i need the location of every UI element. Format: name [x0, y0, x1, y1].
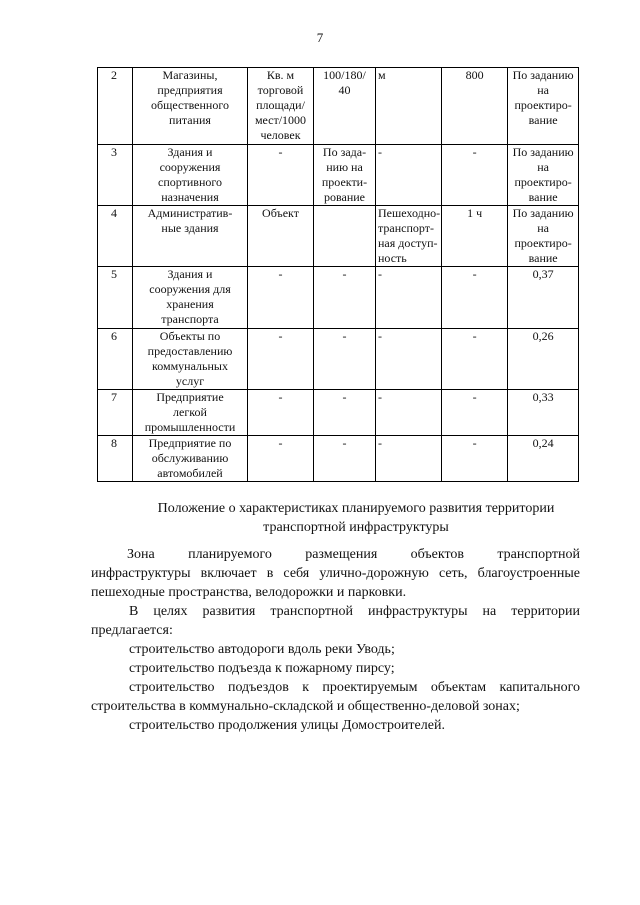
row-number-cell: 5 — [98, 267, 133, 329]
capacity-value-cell — [314, 390, 376, 436]
capacity-value-line: - — [342, 436, 347, 450]
list-item-1: строительство автодороги вдоль реки Уводь; — [129, 642, 395, 657]
capacity-value-cell — [314, 329, 376, 390]
unit-of-measure-line: торговой — [257, 83, 304, 97]
unit-of-measure-cell — [248, 390, 314, 436]
note-value-line: 0,26 — [532, 329, 554, 343]
table-row — [98, 436, 579, 482]
page-number: 7 — [316, 30, 324, 45]
accessibility-value-line: 1 ч — [467, 206, 483, 220]
accessibility-unit-line: - — [378, 390, 382, 404]
capacity-value-line: - — [342, 390, 347, 404]
list-item-3-line2: строительства в коммунально-складской и общественно-деловой зонах; — [91, 699, 520, 714]
object-name-line: услуг — [175, 374, 205, 388]
capacity-value-cell — [314, 267, 376, 329]
para2-line1: В целях развития транспортной инфраструктуры на территории — [129, 604, 580, 619]
note-value-cell — [508, 267, 579, 329]
object-name-cell — [133, 390, 248, 436]
row-number-cell: 8 — [98, 436, 133, 482]
table-row — [98, 390, 579, 436]
capacity-value-cell — [314, 145, 376, 206]
capacity-value-line: По зада- — [322, 145, 367, 159]
para2-line2: предлагается: — [91, 623, 173, 638]
note-value-cell — [508, 329, 579, 390]
note-value-line: проектиро- — [514, 98, 572, 112]
note-value-line: По заданию — [512, 206, 574, 220]
accessibility-unit-line: ная доступ- — [378, 236, 438, 250]
object-name-cell — [133, 267, 248, 329]
unit-of-measure-line: площади/ — [256, 98, 305, 112]
note-value-line: на — [537, 83, 549, 97]
note-value-line: проектиро- — [514, 175, 572, 189]
accessibility-unit-line: Пешеходно- — [378, 206, 441, 220]
unit-of-measure-cell — [248, 206, 314, 267]
unit-of-measure-line: человек — [260, 128, 301, 142]
list-item-4: строительство продолжения улицы Домостроителей. — [129, 718, 445, 733]
accessibility-unit-cell — [376, 329, 442, 390]
accessibility-unit-line: транспорт- — [378, 221, 434, 235]
accessibility-unit-line: - — [378, 267, 382, 281]
accessibility-unit-cell — [376, 206, 442, 267]
row-number-cell: 3 — [98, 145, 133, 206]
note-value-cell — [508, 145, 579, 206]
object-name-line: Предприятие — [156, 390, 224, 404]
note-value-cell — [508, 390, 579, 436]
accessibility-value-line: - — [472, 436, 477, 450]
object-name-line: коммунальных — [152, 359, 228, 373]
object-name-line: сооружения для — [149, 282, 231, 296]
facilities-table — [97, 67, 579, 482]
capacity-value-cell — [314, 436, 376, 482]
unit-of-measure-cell — [248, 145, 314, 206]
capacity-value-line: нию на — [326, 160, 363, 174]
note-value-cell — [508, 68, 579, 145]
object-name-line: транспорта — [161, 312, 219, 326]
object-name-line: обслуживанию — [151, 451, 229, 465]
note-value-line: на — [537, 160, 549, 174]
para1-line2: инфраструктуры включает в себя улично-дорожную сеть, благоустроенные — [91, 566, 580, 581]
note-value-line: вание — [528, 190, 558, 204]
capacity-value-line: проекти- — [321, 175, 368, 189]
table-row — [98, 145, 579, 206]
capacity-value-line: 100/180/ — [323, 68, 366, 82]
note-value-line: вание — [528, 251, 558, 265]
accessibility-value-cell — [442, 145, 508, 206]
row-number-cell: 7 — [98, 390, 133, 436]
accessibility-unit-line: - — [378, 145, 382, 159]
row-number-cell: 2 — [98, 68, 133, 145]
table-row — [98, 329, 579, 390]
object-name-line: Предприятие по — [148, 436, 232, 450]
object-name-line: предоставлению — [147, 344, 233, 358]
unit-of-measure-cell — [248, 68, 314, 145]
object-name-line: сооружения — [159, 160, 221, 174]
capacity-value-cell — [314, 206, 376, 267]
object-name-line: промышленности — [144, 420, 236, 434]
accessibility-unit-cell — [376, 390, 442, 436]
accessibility-value-line: - — [472, 390, 477, 404]
object-name-line: спортивного — [158, 175, 222, 189]
heading-line-2: транспортной инфраструктуры — [263, 520, 449, 535]
object-name-line: питания — [169, 113, 211, 127]
accessibility-unit-line: м — [378, 68, 386, 82]
table-row — [98, 206, 579, 267]
unit-of-measure-line: - — [278, 329, 283, 343]
note-value-line: По заданию — [512, 68, 574, 82]
object-name-cell — [133, 329, 248, 390]
para1-line3: пешеходные пространства, велодорожки и парковки. — [91, 585, 407, 600]
object-name-cell — [133, 68, 248, 145]
object-name-line: автомобилей — [157, 466, 223, 480]
unit-of-measure-line: - — [278, 267, 283, 281]
object-name-line: Административ- — [147, 206, 233, 220]
note-value-cell — [508, 436, 579, 482]
object-name-line: ные здания — [161, 221, 219, 235]
unit-of-measure-line: - — [278, 145, 283, 159]
list-item-3-line1: строительство подъездов к проектируемым объектам капитального — [129, 680, 580, 695]
accessibility-value-cell — [442, 206, 508, 267]
capacity-value-line: - — [342, 267, 347, 281]
accessibility-unit-cell — [376, 145, 442, 206]
note-value-line: По заданию — [512, 145, 574, 159]
object-name-line: хранения — [166, 297, 214, 311]
capacity-value-line: рование — [323, 190, 365, 204]
unit-of-measure-line: - — [278, 436, 283, 450]
object-name-cell — [133, 206, 248, 267]
accessibility-unit-line: - — [378, 436, 382, 450]
accessibility-value-cell — [442, 68, 508, 145]
object-name-line: Здания и — [167, 267, 213, 281]
object-name-line: Здания и — [167, 145, 213, 159]
note-value-line: 0,33 — [532, 390, 554, 404]
object-name-line: Объекты по — [159, 329, 221, 343]
object-name-cell — [133, 145, 248, 206]
note-value-line: 0,37 — [532, 267, 554, 281]
list-item-2: строительство подъезда к пожарному пирсу; — [129, 661, 395, 676]
accessibility-value-line: - — [472, 267, 477, 281]
accessibility-unit-line: - — [378, 329, 382, 343]
accessibility-value-line: - — [472, 145, 477, 159]
note-value-line: на — [537, 221, 549, 235]
capacity-value-cell — [314, 68, 376, 145]
object-name-line: предприятия — [157, 83, 223, 97]
capacity-value-line: 40 — [338, 83, 351, 97]
accessibility-unit-cell — [376, 436, 442, 482]
unit-of-measure-line: Кв. м — [266, 68, 295, 82]
unit-of-measure-line: мест/1000 — [254, 113, 307, 127]
unit-of-measure-line: Объект — [262, 206, 299, 220]
capacity-value-line: - — [342, 329, 347, 343]
heading-line-1: Положение о характеристиках планируемого развития территории — [157, 501, 555, 516]
accessibility-unit-cell — [376, 267, 442, 329]
object-name-line: назначения — [161, 190, 219, 204]
unit-of-measure-cell — [248, 267, 314, 329]
accessibility-value-cell — [442, 267, 508, 329]
note-value-cell — [508, 206, 579, 267]
object-name-line: легкой — [173, 405, 207, 419]
object-name-line: общественного — [151, 98, 229, 112]
accessibility-value-cell — [442, 390, 508, 436]
section-heading — [0, 499, 640, 537]
note-value-line: 0,24 — [532, 436, 554, 450]
object-name-line: Магазины, — [162, 68, 218, 82]
object-name-cell — [133, 436, 248, 482]
unit-of-measure-cell — [248, 436, 314, 482]
accessibility-value-cell — [442, 329, 508, 390]
accessibility-unit-line: ность — [378, 251, 407, 265]
note-value-line: проектиро- — [514, 236, 572, 250]
note-value-line: вание — [528, 113, 558, 127]
accessibility-value-line: - — [472, 329, 477, 343]
row-number-cell: 4 — [98, 206, 133, 267]
accessibility-value-cell — [442, 436, 508, 482]
accessibility-value-line: 800 — [465, 68, 484, 82]
section-body — [91, 545, 580, 735]
table-row — [98, 267, 579, 329]
unit-of-measure-cell — [248, 329, 314, 390]
unit-of-measure-line: - — [278, 390, 283, 404]
accessibility-unit-cell — [376, 68, 442, 145]
para1-line1: Зона планируемого размещения объектов транспортной — [127, 547, 580, 562]
table-row — [98, 68, 579, 145]
row-number-cell: 6 — [98, 329, 133, 390]
